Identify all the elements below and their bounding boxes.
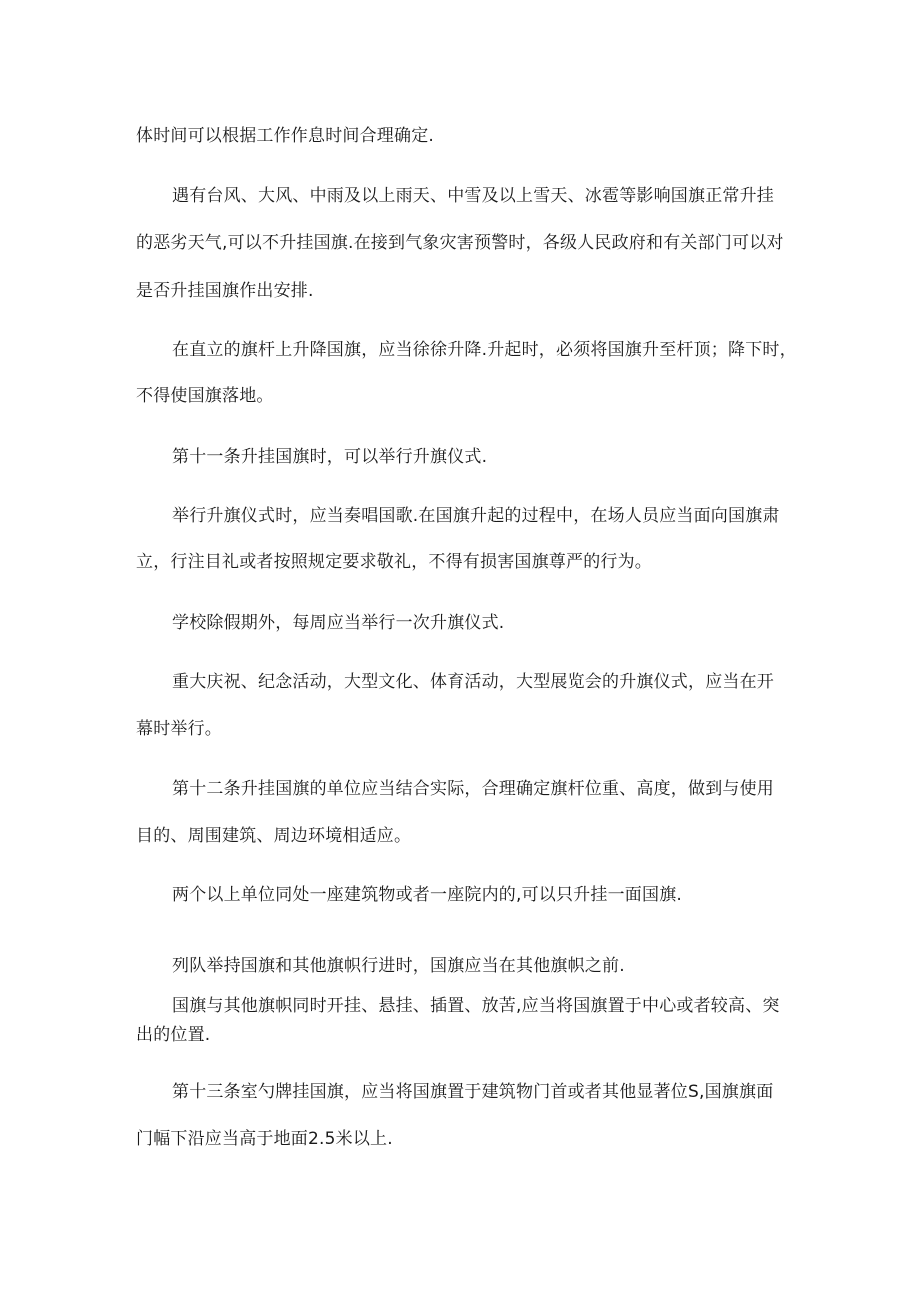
text-line: 幕时举行。: [136, 719, 222, 739]
text-line: 体时间可以根据工作作息时间合理确定.: [136, 126, 435, 146]
text-line: 举行升旗仪式时，应当奏唱国歌.在国旗升起的过程中，在场人员应当面向国旗肃: [172, 506, 780, 526]
text-line: 遇有台风、大风、中雨及以上雨天、中雪及以上雪天、冰雹等影响国旗正常升挂: [172, 186, 774, 206]
text-line: 列队举持国旗和其他旗帜行进时，国旗应当在其他旗帜之前.: [172, 956, 625, 976]
text-line: 国旗与其他旗帜同时开挂、悬挂、插置、放苦,应当将国旗置于中心或者较高、突: [172, 996, 780, 1016]
text-line: 第十三条室勺牌挂国旗，应当将国旗置于建筑物门首或者其他显著位S,国旗旗面: [172, 1082, 774, 1102]
text-line: 第十一条升挂国旗时，可以举行升旗仪式.: [172, 447, 488, 467]
text-line: 两个以上单位同处一座建筑物或者一座院内的,可以只升挂一面国旗.: [172, 885, 683, 905]
text-line: 学校除假期外，每周应当举行一次升旗仪式.: [172, 613, 505, 633]
text-line: 门幅下沿应当高于地面2.5米以上.: [136, 1129, 393, 1149]
text-line: 在直立的旗杆上升降国旗，应当徐徐升降.升起时，必须将国旗升至杆顶；降下时，: [172, 340, 797, 360]
text-line: 第十二条升挂国旗的单位应当结合实际，合理确定旗杆位重、高度，做到与使用: [172, 779, 774, 799]
text-line: 不得使国旗落地。: [136, 386, 274, 406]
text-line: 的恶劣天气,可以不升挂国旗.在接到气象灾害预警时，各级人民政府和有关部门可以对: [136, 233, 784, 253]
text-line: 重大庆祝、纪念活动，大型文化、体育活动，大型展览会的升旗仪式，应当在开: [172, 672, 774, 692]
text-line: 目的、周围建筑、周边环境相适应。: [136, 826, 412, 846]
text-line: 出的位置.: [136, 1025, 211, 1045]
text-line: 是否升挂国旗作出安排.: [136, 281, 314, 301]
text-line: 立，行注目礼或者按照规定要求敬礼，不得有损害国旗尊严的行为。: [136, 552, 652, 572]
